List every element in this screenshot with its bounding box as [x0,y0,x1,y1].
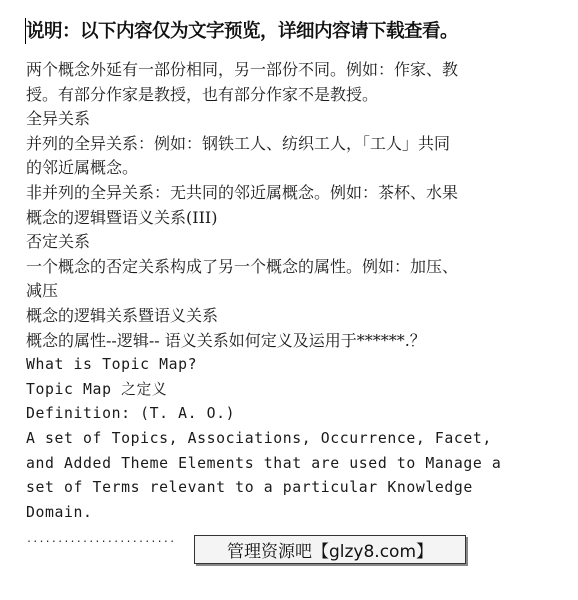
body-line: set of Terms relevant to a particular Knowledge [26,479,473,497]
body-line: and Added Theme Elements that are used to Manage a [26,454,502,472]
preview-notice: 说明：以下内容仅为文字预览，详细内容请下载查看。 [26,21,459,42]
body-line: 授。有部分作家是教授，也有部分作家不是教授。 [26,84,379,104]
body-line: 非并列的全异关系：无共同的邻近属概念。例如：茶杯、水果 [26,182,459,202]
site-link-button[interactable]: 管理资源吧【glzy8.com】 [194,535,466,564]
body-line: Definition: (T. A. O.) [26,405,236,423]
body-line: A set of Topics, Associations, Occurrence, Facet, [26,429,492,447]
body-line: 概念的逻辑暨语义关系(III) [26,207,218,227]
body-line: 概念的属性--逻辑-- 语义关系如何定义及运用于******.？ [26,330,426,350]
body-line: Topic Map 之定义 [26,380,168,398]
document-body [26,58,546,525]
body-line: 的邻近属概念。 [26,158,139,178]
body-line: Domain. [26,503,93,521]
body-line: 两个概念外延有一部份相同，另一部份不同。例如：作家、教 [26,60,459,79]
body-line: 否定关系 [26,232,91,252]
body-line: 并列的全异关系：例如：钢铁工人、纺织工人，「工人」共同 [26,133,451,153]
body-line: What is Topic Map? [26,356,198,374]
body-line: 一个概念的否定关系构成了另一个概念的属性。例如：加压、 [26,256,459,276]
body-line: 概念的逻辑关系暨语义关系 [26,305,219,325]
dotted-leader: ........................ [26,534,176,545]
body-line: 全异关系 [26,109,91,129]
body-line: 减压 [26,281,59,301]
